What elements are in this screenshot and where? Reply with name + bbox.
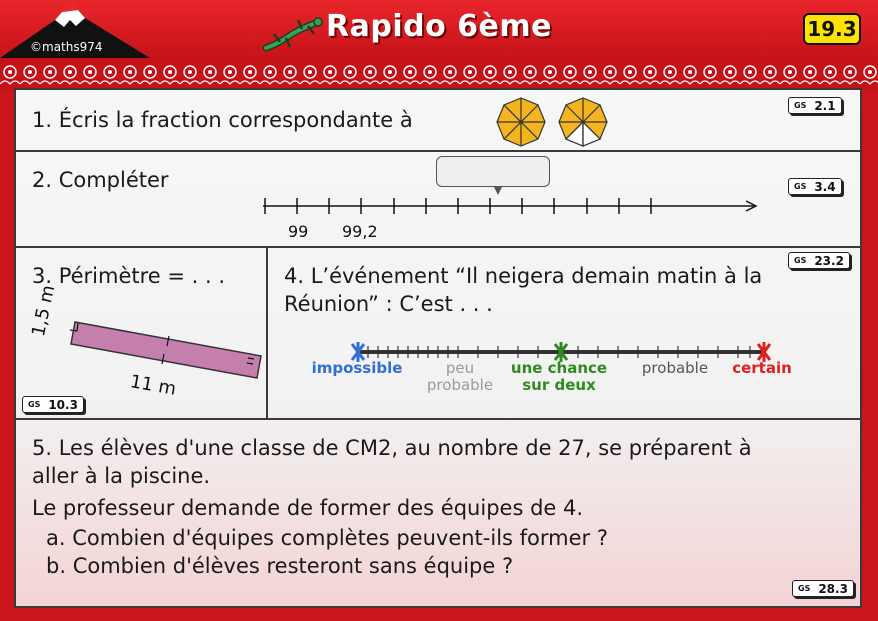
octagon-fraction-figure	[494, 95, 614, 147]
question-5	[16, 420, 860, 606]
scale-label-certain: certain	[732, 359, 792, 377]
question-2-text: 2. Compléter	[32, 168, 169, 192]
tick-label-99-2: 99,2	[342, 222, 378, 241]
gs-code-badge: GS 28.3	[792, 580, 854, 597]
question-5-line3: Le professeur demande de former des équipes de 4.	[32, 496, 584, 520]
questions-frame	[14, 88, 862, 608]
column-divider	[266, 248, 268, 418]
rapido-number-badge: 19.3	[803, 13, 861, 45]
scale-label-impossible: impossible	[311, 359, 403, 377]
questions-3-4	[16, 248, 860, 420]
scale-label-peu-probable: peu probable	[426, 359, 494, 394]
question-1	[16, 90, 860, 152]
lace-border	[0, 62, 878, 90]
question-2	[16, 152, 860, 248]
tick-label-99: 99	[288, 222, 309, 241]
page-title: Rapido 6ème	[326, 9, 552, 44]
scale-label-une-chance: une chance sur deux	[510, 359, 608, 394]
question-5-line2: aller à la piscine.	[32, 464, 211, 488]
gecko-icon	[262, 14, 324, 54]
question-5b: b. Combien d'élèves resteront sans équipe ?	[46, 554, 514, 578]
question-3-text: 3. Périmètre = . . .	[32, 264, 226, 288]
gs-code-badge: GS 23.2	[788, 252, 850, 269]
question-5-line1: 5. Les élèves d'une classe de CM2, au nombre de 27, se préparent à	[32, 436, 752, 460]
question-4-line2: Réunion” : C’est . . .	[284, 292, 493, 316]
answer-box[interactable]	[436, 156, 550, 187]
length-label: 11 m	[128, 371, 178, 400]
scale-label-probable: probable	[641, 359, 709, 377]
gs-code-badge: GS 10.3	[22, 396, 84, 413]
gs-code-badge: GS 3.4	[788, 178, 842, 195]
number-line	[256, 186, 766, 226]
brand-label: ©maths974	[30, 40, 103, 54]
width-label: 1,5 m	[28, 283, 60, 339]
question-4-line1: 4. L’événement “Il neigera demain matin à la	[284, 264, 763, 288]
question-5a: a. Combien d'équipes complètes peuvent-ils former ?	[46, 526, 608, 550]
gs-code-badge: GS 2.1	[788, 97, 842, 114]
question-1-text: 1. Écris la fraction correspondante à	[32, 108, 413, 132]
